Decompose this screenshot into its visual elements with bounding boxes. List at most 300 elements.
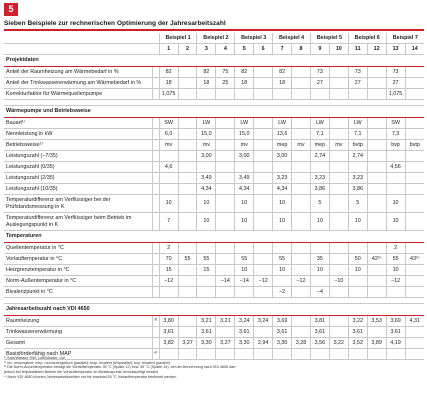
footnote-marker: ⁴⁾ <box>152 349 159 360</box>
table-cell: 3,56 <box>310 338 329 349</box>
table-cell: 10 <box>386 265 405 276</box>
table-cell: 3,61 <box>273 327 292 338</box>
table-cell: −12 <box>292 276 311 287</box>
section-title: Jahresarbeitszahl nach VDI 4650 <box>4 304 424 316</box>
footnote-marker <box>152 151 159 162</box>
table-cell: 35 <box>310 254 329 265</box>
table-cell <box>216 254 235 265</box>
table-cell <box>367 162 386 173</box>
table-cell <box>254 67 273 78</box>
table-cell: 10 <box>348 213 367 231</box>
table-cell: SW <box>159 118 178 129</box>
table-cell <box>178 243 197 254</box>
table-cell <box>329 78 348 89</box>
table-cell <box>254 254 273 265</box>
table-cell: 3,23 <box>273 173 292 184</box>
table-cell <box>310 243 329 254</box>
table-cell: 3,21 <box>197 316 216 327</box>
table-cell: 15 <box>159 265 178 276</box>
footnote: ⁴⁾ Nach VDI 4650 können Jahresarbeitszahlen nur bis maximal 55 °C Vorlauftemperatur bestimmt werden. <box>4 374 178 379</box>
table-cell <box>197 276 216 287</box>
row-label: Basisförderfähig nach MAP <box>4 349 152 360</box>
table-cell: 4,34 <box>235 184 254 195</box>
table-cell <box>329 243 348 254</box>
table-cell <box>292 118 311 129</box>
table-cell <box>386 287 405 298</box>
table-row <box>4 287 424 298</box>
table-cell <box>216 140 235 151</box>
footnote-marker <box>152 67 159 78</box>
table-cell <box>216 195 235 213</box>
table-cell: 3,21 <box>216 316 235 327</box>
table-cell: 4,56 <box>386 162 405 173</box>
table-cell <box>405 78 424 89</box>
table-cell: 3,61 <box>197 327 216 338</box>
table-cell <box>178 195 197 213</box>
table-cell <box>216 184 235 195</box>
footnote-marker <box>152 327 159 338</box>
table-cell <box>367 195 386 213</box>
column-number: 12 <box>367 44 386 55</box>
table-cell: 70 <box>159 254 178 265</box>
table-cell <box>405 184 424 195</box>
footnote: ³⁾ Die Norm-Außentemperatur beträgt die Vorlauftemperatur 35 °C (Spalte 12) bzw. 55 °C (Spalte 14), bei der Berechnung nach VDI 4650 darf <box>4 365 236 370</box>
header-spacer <box>4 44 152 55</box>
table-cell <box>367 173 386 184</box>
table-cell <box>405 129 424 140</box>
footnote-marker <box>152 287 159 298</box>
table-cell: 3,30 <box>273 338 292 349</box>
table-cell: 82 <box>159 67 178 78</box>
column-number: 13 <box>386 44 405 55</box>
table-cell: 10 <box>386 195 405 213</box>
table-cell: −14 <box>216 276 235 287</box>
table-cell <box>254 243 273 254</box>
table-cell: 50 <box>348 254 367 265</box>
table-cell: 2,94 <box>254 338 273 349</box>
table-cell <box>254 265 273 276</box>
table-cell <box>329 195 348 213</box>
column-number: 1 <box>159 44 178 55</box>
section-title: Wärmepumpe und Betriebsweise <box>4 106 424 118</box>
table-cell: LW <box>348 118 367 129</box>
table-cell <box>159 173 178 184</box>
table-cell <box>216 287 235 298</box>
row-label: Bauart¹⁾ <box>4 118 152 129</box>
table-cell: 3,82 <box>159 338 178 349</box>
table-cell: 3,27 <box>216 338 235 349</box>
table-cell: 73 <box>310 67 329 78</box>
table-cell: −12 <box>159 276 178 287</box>
table-cell: 10 <box>159 195 178 213</box>
row-label: Leistungszahl (0/35) <box>4 162 152 173</box>
table-cell: 4,31 <box>405 316 424 327</box>
table-cell: 43⁵⁾ <box>405 254 424 265</box>
table-cell: bvtp <box>348 140 367 151</box>
column-number: 11 <box>348 44 367 55</box>
table-cell <box>273 243 292 254</box>
table-cell: SW <box>386 118 405 129</box>
table-cell <box>178 89 197 100</box>
table-cell <box>292 162 311 173</box>
table-cell <box>292 129 311 140</box>
table-cell <box>292 254 311 265</box>
table-row <box>4 338 424 349</box>
table-cell: 6,0 <box>159 129 178 140</box>
table-cell: 3,52 <box>348 338 367 349</box>
table-row <box>4 78 424 89</box>
table-cell: 3,27 <box>178 338 197 349</box>
table-cell <box>178 140 197 151</box>
table-cell <box>197 162 216 173</box>
table-cell <box>254 78 273 89</box>
table-cell <box>254 162 273 173</box>
table-cell: 3,00 <box>197 151 216 162</box>
table-cell: 3,49 <box>197 173 216 184</box>
table-cell: 3,23 <box>310 173 329 184</box>
table-cell: 10 <box>197 195 216 213</box>
table-cell: 10 <box>348 265 367 276</box>
table-cell <box>292 265 311 276</box>
table-cell <box>254 140 273 151</box>
table-cell: LW <box>310 118 329 129</box>
table-cell: 10 <box>235 213 254 231</box>
table-cell <box>367 78 386 89</box>
table-cell <box>367 129 386 140</box>
table-cell: 3,61 <box>348 327 367 338</box>
table-cell <box>178 151 197 162</box>
table-row <box>4 265 424 276</box>
table-cell: 2 <box>159 243 178 254</box>
table-cell <box>367 184 386 195</box>
column-number: 4 <box>216 44 235 55</box>
table-cell: 3,23 <box>348 173 367 184</box>
table-cell <box>329 89 348 100</box>
section-header-temp <box>4 231 424 243</box>
table-cell: 25 <box>216 78 235 89</box>
table-cell <box>405 265 424 276</box>
table-cell: 10 <box>197 213 216 231</box>
table-cell <box>292 243 311 254</box>
table-cell <box>386 151 405 162</box>
table-cell <box>367 265 386 276</box>
table-cell <box>292 67 311 78</box>
row-label: Gesamt <box>4 338 152 349</box>
footnote: ²⁾ mv: monovalent; mep: monoenergetisch (parallel); bvtp: bivalent (teilparallel); bvp: bivalent (parallel). <box>4 360 172 365</box>
table-cell <box>292 78 311 89</box>
footnote-marker <box>152 243 159 254</box>
column-number: 5 <box>235 44 254 55</box>
table-cell <box>273 276 292 287</box>
table-cell <box>367 140 386 151</box>
table-cell: 82 <box>273 67 292 78</box>
table-cell: 4,6 <box>159 162 178 173</box>
table-cell: 7,1 <box>348 129 367 140</box>
table-cell <box>273 162 292 173</box>
row-label: Raumheizung <box>4 316 152 327</box>
table-cell: mv <box>329 140 348 151</box>
table-cell: −12 <box>386 276 405 287</box>
table-cell <box>405 67 424 78</box>
table-cell: 2,74 <box>348 151 367 162</box>
table-row <box>4 118 424 129</box>
table-cell: 73 <box>348 67 367 78</box>
table-cell <box>178 67 197 78</box>
table-row <box>4 254 424 265</box>
beispiel-header: Beispiel 5 <box>310 33 348 44</box>
table-cell <box>367 89 386 100</box>
table-cell: 18 <box>235 78 254 89</box>
table-cell: 15,0 <box>197 129 216 140</box>
table-cell <box>329 129 348 140</box>
footnotes <box>4 356 424 380</box>
table-cell <box>405 195 424 213</box>
table-cell: 4,34 <box>273 184 292 195</box>
table-cell: 27 <box>348 78 367 89</box>
table-row <box>4 67 424 78</box>
table-cell <box>178 287 197 298</box>
table-cell <box>292 151 311 162</box>
table-cell <box>292 195 311 213</box>
table-cell <box>367 276 386 287</box>
footnote-marker <box>152 173 159 184</box>
table-cell <box>386 173 405 184</box>
table-cell: 3,22 <box>348 316 367 327</box>
table-cell <box>197 243 216 254</box>
table-cell <box>405 162 424 173</box>
table-cell: −14 <box>235 276 254 287</box>
table-cell: 10 <box>235 195 254 213</box>
table-cell: mv <box>159 140 178 151</box>
table-cell <box>216 327 235 338</box>
row-label: Korrekturfaktor für Wärmequellenpumpe <box>4 89 152 100</box>
table-cell <box>329 287 348 298</box>
table-cell: 13,6 <box>273 129 292 140</box>
table-cell <box>197 89 216 100</box>
footnote-marker <box>152 78 159 89</box>
beispiel-header: Beispiel 7 <box>386 33 424 44</box>
table-cell <box>367 151 386 162</box>
table-cell <box>178 316 197 327</box>
column-number: 10 <box>329 44 348 55</box>
table-cell <box>178 213 197 231</box>
row-label: Norm-Außentemperatur in °C <box>4 276 152 287</box>
table-cell <box>159 184 178 195</box>
table-cell: 10 <box>310 213 329 231</box>
table-cell <box>348 276 367 287</box>
row-label: Trinkwassererwärmung <box>4 327 152 338</box>
table-cell: LW <box>197 118 216 129</box>
footnote-marker <box>152 89 159 100</box>
table-cell <box>367 243 386 254</box>
table-cell: mep <box>273 140 292 151</box>
table-cell: 7,3 <box>386 129 405 140</box>
table-cell: 3,00 <box>235 151 254 162</box>
table-cell <box>329 254 348 265</box>
table-cell: 3,00 <box>273 151 292 162</box>
table-cell <box>292 184 311 195</box>
table-row <box>4 89 424 100</box>
table-cell: 3,89 <box>367 338 386 349</box>
table-cell: bvp <box>386 140 405 151</box>
table-cell: 1,075 <box>159 89 178 100</box>
table-cell <box>178 173 197 184</box>
table-cell: LW <box>273 118 292 129</box>
beispiel-header: Beispiel 2 <box>197 33 235 44</box>
table-cell: bvtp <box>405 140 424 151</box>
header-row-colnums <box>4 44 424 55</box>
table-cell <box>235 243 254 254</box>
beispiel-header: Beispiel 3 <box>235 33 273 44</box>
table-cell: 10 <box>273 213 292 231</box>
row-label: Heizgrenztemperatur in °C <box>4 265 152 276</box>
table-cell <box>329 316 348 327</box>
header-spacer <box>4 33 152 44</box>
table-title: Sieben Beispiele zur rechnerischen Optimierung der Jahresarbeitszahl <box>4 20 226 27</box>
table-cell: 10 <box>386 213 405 231</box>
title-rule <box>4 29 424 31</box>
table-row <box>4 151 424 162</box>
table-cell <box>254 213 273 231</box>
table-cell <box>254 287 273 298</box>
table-cell: 1,075 <box>386 89 405 100</box>
table-cell: 3,61 <box>386 327 405 338</box>
section-title: Projektdaten <box>4 55 424 67</box>
table-cell <box>292 316 311 327</box>
column-number: 2 <box>178 44 197 55</box>
table-cell: 55 <box>273 254 292 265</box>
table-cell <box>254 195 273 213</box>
table-cell: 18 <box>273 78 292 89</box>
table-cell: 73 <box>386 67 405 78</box>
beispiel-header: Beispiel 1 <box>159 33 197 44</box>
table-cell: 3,69 <box>386 316 405 327</box>
table-cell <box>367 327 386 338</box>
table-cell: 27 <box>310 78 329 89</box>
table-cell <box>292 287 311 298</box>
table-cell <box>405 327 424 338</box>
header-spacer <box>152 33 159 44</box>
table-row <box>4 184 424 195</box>
table-cell <box>367 287 386 298</box>
row-label: Anteil der Raumheizung am Wärmebedarf in % <box>4 67 152 78</box>
footnote-marker <box>152 276 159 287</box>
table-cell: 10 <box>235 265 254 276</box>
table-cell <box>292 89 311 100</box>
table-cell <box>329 327 348 338</box>
table-cell <box>178 184 197 195</box>
table-cell <box>216 243 235 254</box>
column-number: 9 <box>310 44 329 55</box>
table-cell <box>178 276 197 287</box>
table-cell <box>310 162 329 173</box>
table-cell: 3,30 <box>235 338 254 349</box>
table-cell <box>292 173 311 184</box>
section-header-projekt <box>4 55 424 67</box>
footnote-marker <box>152 184 159 195</box>
beispiel-header: Beispiel 4 <box>273 33 311 44</box>
table-cell <box>216 162 235 173</box>
table-cell: 18 <box>197 78 216 89</box>
table-cell <box>159 287 178 298</box>
row-label: Leistungszahl (2/35) <box>4 173 152 184</box>
table-cell: 10 <box>310 265 329 276</box>
table-row <box>4 173 424 184</box>
table-cell <box>329 67 348 78</box>
table-cell: 5 <box>310 195 329 213</box>
table-cell <box>405 173 424 184</box>
table-cell: 3,86 <box>348 184 367 195</box>
table-cell <box>329 118 348 129</box>
table-cell: 3,81 <box>310 316 329 327</box>
table-cell <box>329 173 348 184</box>
table-cell: mv <box>292 140 311 151</box>
table-cell: 3,61 <box>159 327 178 338</box>
table-cell: −2 <box>273 287 292 298</box>
table-cell <box>292 213 311 231</box>
table-row <box>4 129 424 140</box>
table-cell: 27 <box>386 78 405 89</box>
table-row <box>4 276 424 287</box>
section-header-waerme <box>4 106 424 118</box>
table-cell: 7 <box>159 213 178 231</box>
table-cell <box>178 327 197 338</box>
table-cell: 3,24 <box>235 316 254 327</box>
table-cell: 3,24 <box>254 316 273 327</box>
table-cell: 3,69 <box>273 316 292 327</box>
table-cell: 18 <box>159 78 178 89</box>
row-label: Temperaturdifferenz am Verflüssiger bei der Prüfstandsmessung in K <box>4 195 152 213</box>
table-cell <box>405 89 424 100</box>
table-cell: 2 <box>386 243 405 254</box>
table-cell: 82 <box>235 67 254 78</box>
row-label: Bivalenzpunkt in °C <box>4 287 152 298</box>
table-cell <box>178 118 197 129</box>
table-cell: 15 <box>197 265 216 276</box>
table-cell <box>405 118 424 129</box>
footnote-marker <box>152 254 159 265</box>
table-cell: 3,53 <box>367 316 386 327</box>
table-cell: 55 <box>197 254 216 265</box>
table-cell <box>405 243 424 254</box>
table-cell: 3,86 <box>310 184 329 195</box>
table-cell <box>254 184 273 195</box>
footnote-marker <box>152 195 159 213</box>
footnote-marker <box>152 162 159 173</box>
table-cell <box>178 162 197 173</box>
table-cell <box>405 151 424 162</box>
table-cell <box>254 89 273 100</box>
table-cell: 55 <box>178 254 197 265</box>
table-cell: mv <box>235 140 254 151</box>
table-row <box>4 243 424 254</box>
footnote: jedoch bei teilparallelem Betrieb die Vorlauftemperatur im Bivalenzpunkt berücksichtigt werden. <box>4 370 160 375</box>
footnote-marker <box>152 129 159 140</box>
table-cell <box>386 184 405 195</box>
table-cell <box>197 287 216 298</box>
figure-number-badge: 5 <box>4 3 18 16</box>
table-cell <box>178 129 197 140</box>
table-cell <box>329 184 348 195</box>
table-cell: 82 <box>197 67 216 78</box>
table-cell <box>159 151 178 162</box>
table-cell <box>235 287 254 298</box>
table-cell <box>216 265 235 276</box>
table-cell <box>178 78 197 89</box>
row-label: Anteil der Trinkwassererwärmung am Wärmebedarf in % <box>4 78 152 89</box>
table-row <box>4 327 424 338</box>
table-cell: 42⁵⁾ <box>367 254 386 265</box>
